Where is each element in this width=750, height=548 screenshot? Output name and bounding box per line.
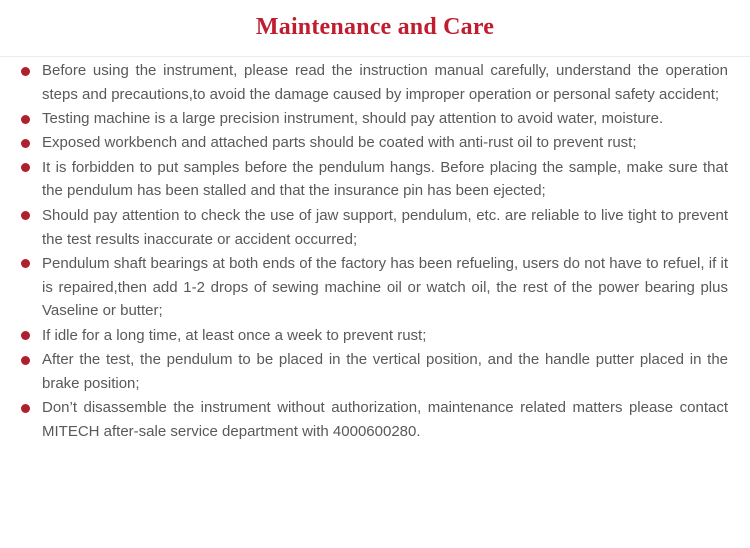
list-item-text: After the test, the pendulum to be placed in the vertical position, and the handle putter placed in the brake position;	[42, 351, 728, 392]
bullet-icon	[21, 404, 30, 413]
list-item-text: Pendulum shaft bearings at both ends of the factory has been refueling, users do not have to refuel, if it is repaired,then add 1-2 drops of sewing machine oil or watch oil, the rest of the power bearing plus Vaseline or butter;	[42, 254, 728, 320]
bullet-icon	[21, 67, 30, 76]
list-item-text: Testing machine is a large precision instrument, should pay attention to avoid water, moisture.	[42, 110, 664, 128]
list-item	[20, 324, 728, 348]
list-item	[20, 156, 728, 204]
bullet-icon	[21, 356, 30, 365]
header-divider	[0, 56, 750, 57]
list-item-text: Should pay attention to check the use of jaw support, pendulum, etc. are reliable to live tight to prevent the test results inaccurate or accident occurred;	[42, 206, 728, 248]
list-item-text: It is forbidden to put samples before the pendulum hangs. Before placing the sample, make sure that the pendulum has been stalled and that the insurance pin has been ejected;	[42, 158, 728, 200]
page-title: Maintenance and Care	[255, 14, 495, 40]
list-item	[20, 348, 728, 396]
list-item	[20, 131, 728, 155]
list-item	[20, 396, 728, 444]
list-item-text: If idle for a long time, at least once a week to prevent rust;	[42, 326, 427, 344]
bullet-icon	[21, 163, 30, 172]
bullet-icon	[21, 211, 30, 220]
maintenance-instruction-list	[20, 59, 728, 444]
bullet-icon	[21, 259, 30, 268]
page-header	[0, 0, 750, 42]
list-item	[20, 59, 728, 107]
bullet-icon	[21, 331, 30, 340]
list-item-text: Before using the instrument, please read the instruction manual carefully, understand the operation steps and precautions,to avoid the damage caused by improper operation or personal safety accident;	[42, 62, 728, 103]
bullet-icon	[21, 139, 30, 148]
list-item	[20, 107, 728, 131]
list-item-text: Exposed workbench and attached parts should be coated with anti-rust oil to prevent rust;	[42, 134, 637, 152]
list-item	[20, 252, 728, 323]
list-item-text: Don’t disassemble the instrument without authorization, maintenance related matters please contact MITECH after-sale service department with 4000600280.	[42, 399, 728, 440]
bullet-icon	[21, 115, 30, 124]
list-item	[20, 204, 728, 252]
